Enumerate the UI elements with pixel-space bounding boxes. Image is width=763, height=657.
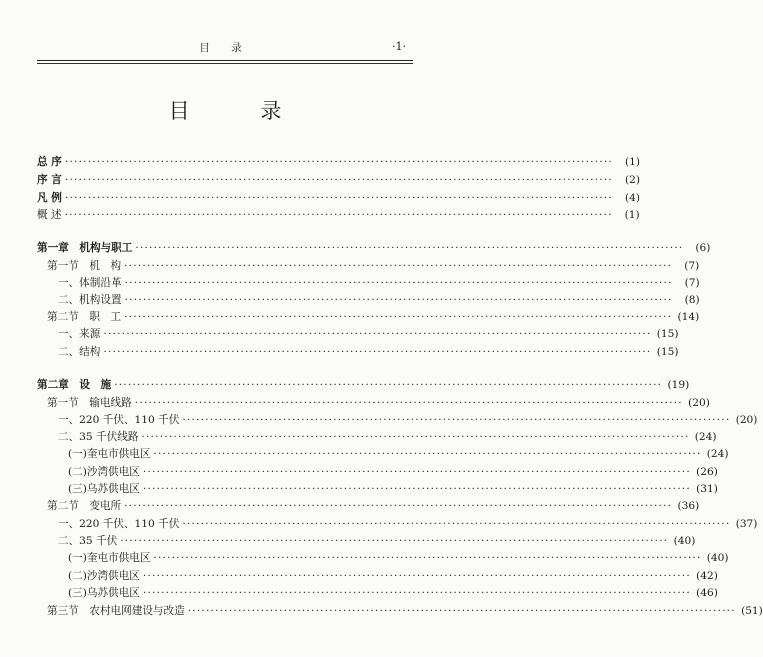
toc-entry-page: (40) — [706, 552, 729, 564]
toc-entry-label: (一)奎屯市供电区 — [68, 448, 151, 460]
toc-entry-label: (二)沙湾供电区 — [68, 570, 140, 582]
toc-entry-page: (15) — [656, 328, 679, 340]
toc-leader-dots: ························································································································ — [153, 552, 702, 564]
toc-entry-label: 概 述 — [37, 209, 62, 221]
toc-entry-label: 第二节 变电所 — [47, 500, 122, 512]
toc-entry-page: (7) — [684, 277, 700, 289]
toc-leader-dots: ························································································································ — [182, 414, 731, 426]
toc-leader-dots: ························································································································ — [114, 379, 663, 391]
toc-entry — [58, 429, 717, 445]
running-header-page-number: ·1· — [392, 40, 406, 53]
toc-leader-dots: ························································································································ — [141, 431, 690, 443]
toc-entry-page: (1) — [624, 209, 640, 221]
toc-entry-page: (14) — [677, 311, 700, 323]
running-header — [0, 38, 450, 58]
toc-entry-label: 一、体制沿革 — [58, 277, 122, 289]
toc-entry — [47, 309, 700, 325]
toc-entry — [47, 258, 700, 274]
toc-entry — [58, 516, 758, 532]
toc-leader-dots: ························································································································ — [124, 500, 673, 512]
toc-entry-page: (37) — [735, 518, 758, 530]
toc-entry-label: 一、220 千伏、110 千伏 — [58, 518, 180, 530]
toc-entry-label: (三)乌苏供电区 — [68, 587, 140, 599]
toc-entry-page: (42) — [696, 570, 718, 582]
toc-entry — [58, 344, 679, 360]
toc-entry — [37, 207, 640, 223]
toc-entry-page: (1) — [624, 156, 640, 168]
toc-entry — [68, 568, 718, 584]
toc-leader-dots: ························································································································ — [64, 174, 613, 186]
toc-entry-page: (8) — [684, 294, 700, 306]
toc-leader-dots: ························································································································ — [134, 397, 683, 409]
toc-entry — [58, 326, 679, 342]
toc-entry-label: 第一节 输电线路 — [47, 397, 132, 409]
toc-entry — [68, 446, 729, 462]
toc-leader-dots: ························································································································ — [142, 466, 691, 478]
toc-leader-dots: ························································································································ — [64, 192, 613, 204]
toc-entry-label: 凡 例 — [37, 192, 62, 204]
toc-entry-label: 第三节 农村电网建设与改造 — [47, 605, 185, 617]
toc-leader-dots: ························································································································ — [187, 605, 736, 617]
toc-entry — [37, 154, 640, 170]
toc-entry-label: (三)乌苏供电区 — [68, 483, 140, 495]
toc-leader-dots: ························································································································ — [142, 587, 691, 599]
toc-leader-dots: ························································································································ — [124, 260, 673, 272]
toc-entry-label: 第二节 职 工 — [47, 311, 122, 323]
toc-entry-page: (15) — [656, 346, 679, 358]
toc-leader-dots: ························································································································ — [124, 277, 673, 289]
toc-entry-label: 一、来源 — [58, 328, 101, 340]
toc-leader-dots: ························································································································ — [135, 242, 684, 254]
toc-entry-page: (36) — [677, 500, 700, 512]
toc-entry-page: (40) — [673, 535, 696, 547]
toc-entry-page: (51) — [741, 605, 763, 617]
toc-entry — [58, 533, 696, 549]
toc-entry-page: (4) — [624, 192, 640, 204]
toc-entry — [37, 240, 711, 256]
toc-leader-dots: ························································································································ — [142, 570, 691, 582]
toc-entry — [37, 377, 690, 393]
toc-entry-page: (24) — [694, 431, 717, 443]
toc-entry-page: (7) — [684, 260, 700, 272]
toc-leader-dots: ························································································································ — [142, 483, 691, 495]
toc-entry-label: 一、220 千伏、110 千伏 — [58, 414, 180, 426]
toc-entry — [47, 603, 763, 619]
toc-entry — [68, 550, 729, 566]
toc-entry-page: (46) — [696, 587, 718, 599]
toc-entry-label: (一)奎屯市供电区 — [68, 552, 151, 564]
toc-leader-dots: ························································································································ — [124, 311, 673, 323]
toc-entry — [58, 275, 700, 291]
toc-leader-dots: ························································································································ — [124, 294, 673, 306]
toc-entry — [68, 464, 718, 480]
toc-entry-label: 序 言 — [37, 174, 62, 186]
toc-entry-label: (二)沙湾供电区 — [68, 466, 140, 478]
page-title: 目 录 — [168, 99, 314, 123]
toc-entry — [58, 292, 700, 308]
toc-entry-page: (19) — [667, 379, 690, 391]
toc-entry — [68, 481, 718, 497]
toc-entry-label: 二、35 千伏 — [58, 535, 118, 547]
toc-entry — [37, 172, 640, 188]
toc-leader-dots: ························································································································ — [103, 346, 652, 358]
toc-entry — [37, 190, 640, 206]
toc-entry-page: (20) — [688, 397, 710, 409]
toc-entry-label: 二、35 千伏线路 — [58, 431, 139, 443]
toc-leader-dots: ························································································································ — [64, 156, 613, 168]
toc-leader-dots: ························································································································ — [153, 448, 702, 460]
toc-entry-label: 第二章 设 施 — [37, 379, 112, 391]
toc-entry-page: (26) — [696, 466, 718, 478]
toc-entry — [47, 498, 700, 514]
toc-leader-dots: ························································································································ — [120, 535, 669, 547]
toc-entry-page: (2) — [624, 174, 640, 186]
toc-entry-page: (31) — [696, 483, 718, 495]
toc-entry-label: 二、结构 — [58, 346, 101, 358]
running-header-title: 目 录 — [199, 42, 251, 54]
toc-leader-dots: ························································································································ — [64, 209, 613, 221]
toc-entry-label: 二、机构设置 — [58, 294, 122, 306]
header-rule-thick — [37, 60, 413, 61]
toc-entry-label: 第一章 机构与职工 — [37, 242, 133, 254]
toc-entry-page: (24) — [706, 448, 729, 460]
toc-entry-page: (6) — [695, 242, 711, 254]
toc-leader-dots: ························································································································ — [103, 328, 652, 340]
toc-entry — [58, 412, 758, 428]
toc-entry-label: 总 序 — [37, 156, 62, 168]
toc-entry — [68, 585, 718, 601]
header-rule-thin — [37, 63, 413, 64]
toc-entry-label: 第一节 机 构 — [47, 260, 122, 272]
toc-entry — [47, 395, 710, 411]
toc-leader-dots: ························································································································ — [182, 518, 731, 530]
toc-entry-page: (20) — [735, 414, 758, 426]
